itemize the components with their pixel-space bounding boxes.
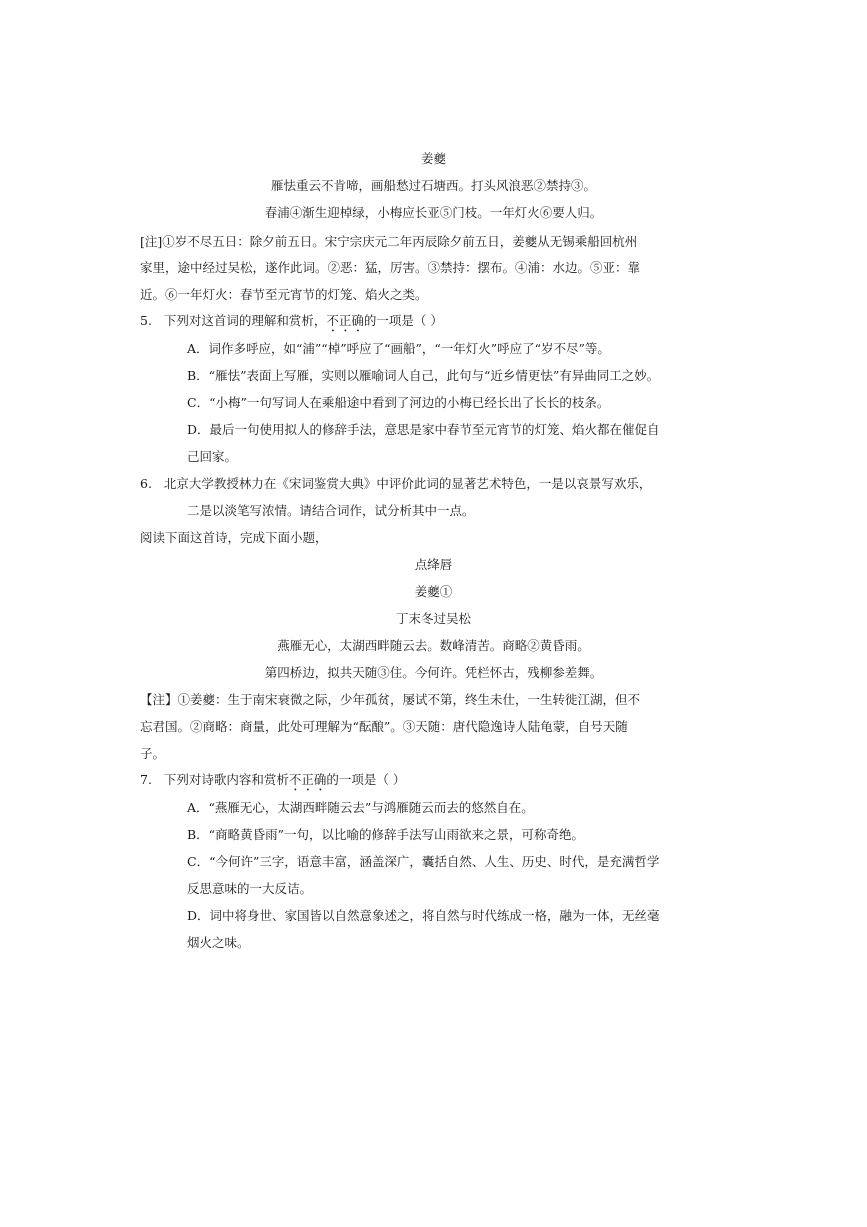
poem1-author: 姜夔	[420, 151, 446, 166]
poem1-line2: 春浦④渐生迎棹绿，小梅应长亚⑤门枝。一年灯火⑥要人归。	[264, 205, 603, 220]
question-7-option-c-line1: C．“今何许”三字，语意丰富，涵盖深广，囊括自然、人生、历史、时代，是充满哲学	[187, 854, 660, 869]
poem1-line1: 雁怯重云不肯啼，画船愁过石塘西。打头风浪恶②禁持③。	[270, 178, 596, 193]
reading-instruction: 阅读下面这首诗，完成下面小题，	[140, 530, 328, 545]
question-5-stem-text: 下列对这首词的理解和赏析，	[163, 313, 327, 328]
question-5-number: 5.	[140, 313, 152, 328]
note1-line1: [注]①岁不尽五日：除夕前五日。宋宁宗庆元二年丙辰除夕前五日，姜夔从无锡乘船回杭州	[140, 234, 638, 249]
note1-line2: 家里，途中经过吴松，遂作此词。②恶：猛，厉害。③禁持：摆布。④浦：水边。⑤亚：靠	[140, 260, 641, 275]
question-7-option-b: B．“商略黄昏雨”一句，以比喻的修辞手法写山雨欲来之景，可称奇绝。	[187, 827, 584, 842]
question-6-text: 北京大学教授林力在《宋词鉴赏大典》中评价此词的显著艺术特色，一是以哀景写欢乐，	[163, 476, 652, 491]
note2-line1: 【注】①姜夔：生于南宋衰微之际，少年孤贫，屡试不第，终生未仕，一生转徙江湖，但不	[140, 692, 641, 707]
question-5-option-b: B．“雁怯”表面上写雁，实则以雁喻词人自己，此句与“近乡情更怯”有异曲同工之妙。	[187, 368, 660, 383]
question-5-stem-end: 的一项是（ ）	[363, 313, 443, 328]
question-5-stem	[140, 312, 443, 335]
question-7-number: 7.	[140, 772, 152, 787]
poem2-line2: 第四桥边，拟共天随③住。今何许。凭栏怀古，残柳参差舞。	[264, 665, 603, 680]
poem2-subtitle: 丁末冬过吴松	[395, 611, 471, 626]
question-5-option-c: C．“小梅”一句写词人在乘船途中看到了河边的小梅已经长出了长长的枝条。	[187, 395, 610, 410]
note1-line3: 近。⑥一年灯火：春节至元宵节的灯笼、焰火之类。	[140, 287, 428, 302]
question-7-option-d-line1: D．词中将身世、家国皆以自然意象述之，将自然与时代练成一格，融为一体，无丝毫	[187, 908, 660, 923]
question-7-stem	[140, 771, 405, 794]
question-7-option-d-line2: 烟火之味。	[187, 935, 250, 950]
question-5-option-d-line2: 己回家。	[187, 449, 238, 464]
poem2-line1: 燕雁无心，太湖西畔随云去。数峰清苦。商略②黄昏雨。	[277, 638, 590, 653]
question-7-option-a: A．“燕雁无心，太湖西畔随云去”与鸿雁随云而去的悠然自在。	[187, 800, 534, 815]
note2-line3: 子。	[140, 746, 166, 761]
question-6-line2: 二是以淡笔写浓情。请结合词作，试分析其中一点。	[187, 503, 475, 518]
question-5-option-d-line1: D．最后一句使用拟人的修辞手法，意思是家中春节至元宵节的灯笼、焰火都在催促自	[187, 422, 660, 437]
question-7-stem-text: 下列对诗歌内容和赏析	[163, 772, 289, 787]
question-5-option-a: A．词作多呼应，如“浦”“棹”呼应了“画船”，“一年灯火”呼应了“岁不尽”等。	[187, 341, 610, 356]
note2-line2: 忘君国。②商略：商量，此处可理解为“酝酿”。③天随：唐代隐逸诗人陆龟蒙，自号天随	[140, 719, 628, 734]
poem2-author: 姜夔①	[414, 584, 453, 599]
poem2-title: 点绛唇	[414, 557, 453, 572]
question-7-option-c-line2: 反思意味的一大反诘。	[187, 881, 313, 896]
question-6-number: 6.	[140, 476, 152, 491]
question-5-emphasis: 不正确	[326, 313, 364, 328]
question-7-stem-end: 的一项是（ ）	[326, 772, 406, 787]
question-6-line1	[140, 475, 651, 493]
question-7-emphasis: 不正确	[288, 772, 327, 787]
